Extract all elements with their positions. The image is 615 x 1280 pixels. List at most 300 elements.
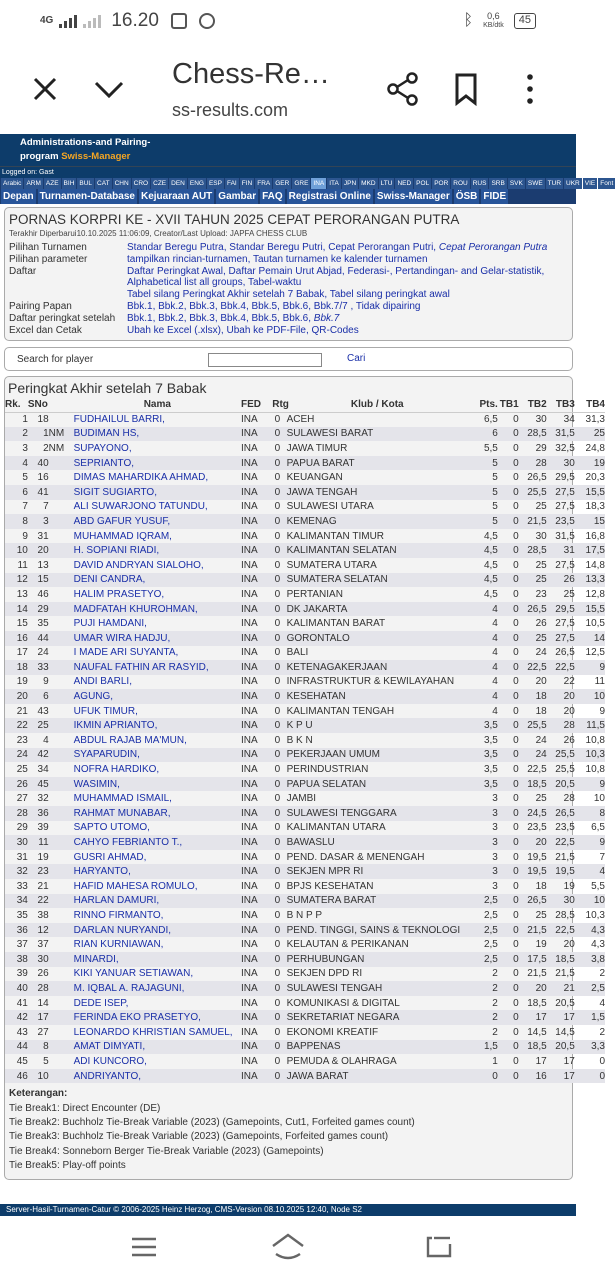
cell: 0 [575,1069,605,1084]
cell: 13 [16,588,28,600]
cell: BALI [286,647,309,659]
cell: INA [241,514,272,529]
info-links[interactable]: Ubah ke Excel (.xlsx), Ubah ke PDF-File, QR-Codes [127,325,359,336]
cell: 10 [593,793,605,805]
lang-jpn[interactable]: JPN [343,180,357,187]
bookmark-icon[interactable] [452,72,480,106]
cell: 46 [37,588,49,600]
cell: 0 [274,851,281,863]
nav-item-1[interactable]: Turnamen-Database [39,191,135,202]
player-name[interactable]: HARYANTO, [74,864,241,879]
cell: 23,5 [527,822,547,834]
cell: 9 [575,660,605,675]
cell: 4,5 [472,543,498,558]
cell: 22,5 [519,660,547,675]
cell: 24 [535,647,547,659]
lang-arm[interactable]: ARM [26,180,41,187]
cell: 2,5 [575,981,605,996]
cell: 41 [16,997,28,1009]
cell: 22,5 [547,835,575,850]
player-name[interactable]: AMAT DIMYATI, [74,1040,241,1055]
player-name[interactable]: GUSRI AHMAD, [73,851,147,863]
player-name[interactable]: DENI CANDRA, [74,573,241,588]
player-name[interactable]: RINNO FIRMANTO, [73,909,164,921]
cell [49,850,74,865]
player-name[interactable]: MUHAMMAD IQRAM, [73,530,172,542]
cell: INA [241,748,272,763]
lang-swe[interactable]: SWE [527,180,543,187]
lang-esp[interactable]: ESP [208,180,222,187]
cell: 4,5 [483,588,498,600]
cell [49,514,74,529]
cell: 28 [547,718,575,733]
lang-por[interactable]: POR [434,180,449,187]
back-icon[interactable] [424,1234,454,1260]
table-row [5,937,605,952]
lang-arabic[interactable]: Arabic [3,180,22,187]
cell: 6 [5,485,28,500]
col-header: TB3 [547,398,575,412]
lang-rou[interactable]: ROU [453,180,468,187]
cell [49,646,74,661]
cell: SEKRETARIAT NEGARA [283,1010,472,1025]
cell: 0 [513,676,519,688]
cell [49,864,74,879]
info-links[interactable]: Tabel silang Peringkat Akhir setelah 7 Babak, Tabel silang peringkat awal [127,289,450,300]
share-icon[interactable] [386,72,420,106]
info-label: Excel dan Cetak [9,325,82,336]
table-row [5,514,605,529]
table-row [5,1040,605,1055]
nav-item-4[interactable]: FAQ [262,191,283,202]
swiss-manager-link[interactable]: Swiss-Manager [61,151,131,162]
info-links[interactable]: Bbk.1, Bbk.2, Bbk.3, Bbk.4, Bbk.5, Bbk.6, Bbk.7/7 , Tidak dipairing [127,301,421,312]
cell: 0 [272,952,282,967]
cell: INA [241,968,258,980]
cell: INA [241,1040,272,1055]
cell: 13,3 [575,573,605,588]
cell: 21 [37,880,49,892]
tie-break-line: Tie Break2: Buchholz Tie-Break Variable (2023) (Gamepoints, Cut1, Forfeited games count) [9,1116,415,1128]
cell: INA [241,822,258,834]
cell [49,733,74,748]
cell: 3 [492,851,498,863]
cell: 17 [547,1069,575,1084]
cell: 5 [472,485,498,500]
player-name[interactable]: MINARDI, [74,952,241,967]
player-name[interactable]: M. IQBAL A. RAJAGUNI, [74,981,241,996]
cell: KALIMANTAN UTARA [286,822,386,834]
home-icon[interactable] [270,1232,306,1262]
cell: 18 [519,689,547,704]
lang-den[interactable]: DEN [171,180,185,187]
cell: 3,5 [483,764,498,776]
cell: 0 [513,472,519,484]
cell: 3 [492,880,498,892]
player-name[interactable]: MADFATAH KHUROHMAN, [74,602,241,617]
lang-aze[interactable]: AZE [45,180,59,187]
player-name[interactable]: FUDHAILUL BARRI, [73,414,165,426]
table-row [5,587,605,602]
lang-ukr[interactable]: UKR [566,180,580,187]
cell: 19 [37,851,49,863]
lang-bih[interactable]: BIH [63,180,75,187]
cell: 4 [575,864,605,879]
player-name[interactable]: UFUK TIMUR, [73,705,138,717]
cell: INA [241,939,258,951]
lang-gre[interactable]: GRE [294,180,309,187]
cell: 2,5 [472,952,498,967]
cell: 0 [513,822,519,834]
search-button[interactable]: Cari [347,353,366,364]
cell: 43 [37,705,49,717]
cell: KALIMANTAN TENGAH [286,705,395,717]
cell: 2 [472,1010,498,1025]
lang-ned[interactable]: NED [397,180,412,187]
cell: 24 [37,647,49,659]
cell: 20 [547,689,575,704]
signal-2-icon [83,14,101,28]
cell: INA [241,631,272,646]
player-name[interactable]: ANDI BARLI, [73,676,132,688]
cell: INA [241,793,258,805]
results-title: Peringkat Akhir setelah 7 Babak [8,380,207,396]
col-header: TB4 [575,398,605,412]
cell: BAPPENAS [283,1040,472,1055]
lang-cat[interactable]: CAT [97,180,110,187]
cell: 28,5 [519,427,547,442]
table-row [5,923,605,938]
info-links[interactable]: tampilkan rincian-turnamen, Tautan turnamen ke kalender turnamen [127,254,428,265]
player-name[interactable]: FERINDA EKO PRASETYO, [74,1010,241,1025]
cell: 16,8 [585,530,605,542]
more-options-icon[interactable] [520,72,540,106]
cell: 0 [272,631,282,646]
cell: 14 [575,631,605,646]
player-name[interactable]: I MADE ARI SUYANTA, [73,647,179,659]
cell: 0 [599,1055,605,1067]
table-row [5,427,605,442]
cell: 0 [274,705,281,717]
cell: 44 [28,631,49,646]
cell: 5 [492,501,498,513]
lang-chn[interactable]: CHN [114,180,129,187]
cell: 22,5 [527,764,547,776]
cell: 4 [5,456,28,471]
player-name[interactable]: LEONARDO KHRISTIAN SAMUEL, [73,1026,233,1038]
nav-item-6[interactable]: Swiss-Manager [376,191,450,202]
cell: 2,5 [472,894,498,909]
cell: PERINDUSTRIAN [286,764,369,776]
player-name[interactable]: H. SOPIANI RIADI, [74,543,241,558]
player-name[interactable]: DEDE ISEP, [73,997,129,1009]
player-name[interactable]: SAPTO UTOMO, [73,822,150,834]
col-header: Rtg [272,399,289,411]
player-name[interactable]: DARLAN NURYANDI, [74,923,241,938]
player-name[interactable]: SUPAYONO, [73,442,132,454]
banner-line1: Administrations-and Pairing- [20,137,151,148]
player-name[interactable]: CAHYO FEBRIANTO T., [74,835,241,850]
cell: 27,5 [555,618,575,630]
cell: 24,8 [585,442,605,454]
cell [49,923,74,938]
cell [49,529,74,544]
cell [49,821,74,836]
recent-apps-icon[interactable] [130,1236,158,1258]
player-name[interactable]: SYAPARUDIN, [74,748,241,763]
cell: 0 [513,530,519,542]
cell: 23 [28,864,49,879]
cell: 9 [22,530,28,542]
cell: 19 [575,456,605,471]
nav-item-7[interactable]: ÖSB [455,191,478,202]
player-name[interactable]: NOFRA HARDIKO, [73,764,160,776]
cell: INA [241,472,258,484]
player-name[interactable]: SEPRIANTO, [74,456,241,471]
player-name[interactable]: WASIMIN, [74,777,241,792]
info-label: Daftar peringkat setelah [9,313,116,324]
cell: 25 [519,631,547,646]
tournament-name: PORNAS KORPRI KE - XVII TAHUN 2025 CEPAT PERORANGAN PUTRA [9,212,460,227]
cell: 0 [274,442,281,454]
info-label [9,289,127,300]
player-name[interactable]: ABD GAFUR YUSUF, [74,514,241,529]
player-name[interactable]: DIMAS MAHARDIKA AHMAD, [73,472,209,484]
close-icon[interactable] [30,74,60,104]
cell: 0 [272,427,282,442]
player-name[interactable]: ALI SUWARJONO TATUNDU, [73,501,208,513]
cell: 6,5 [483,414,498,426]
cell: 31 [547,543,575,558]
cell [49,485,74,500]
info-links[interactable]: Standar Beregu Putra, Standar Beregu Putri, Cepat Perorangan Putri, Cepat Perorangan Putra [127,242,548,253]
cell: 17,5 [519,952,547,967]
player-name[interactable]: HARLAN DAMURI, [74,894,241,909]
cell: 10,5 [585,618,605,630]
player-name[interactable]: ABDUL RAJAB MA'MUN, [73,734,187,746]
cell: 0 [272,718,282,733]
cell: 0 [274,909,281,921]
cell: INA [241,952,272,967]
cell: 38 [37,909,49,921]
info-link-current[interactable]: Bbk.7 [313,313,340,324]
player-name[interactable]: AGUNG, [74,689,241,704]
player-name[interactable]: ANDRIYANTO, [74,1069,241,1084]
player-name[interactable]: DAVID ANDRYAN SIALOHO, [73,559,204,571]
lang-pol[interactable]: POL [416,180,430,187]
cell: 29,5 [555,472,575,484]
cell: 26,5 [527,472,547,484]
lang-eng[interactable]: ENG [189,180,204,187]
cell: INA [241,543,272,558]
lang-svk[interactable]: SVK [509,180,523,187]
cell: KOMUNIKASI & DIGITAL [286,997,400,1009]
player-name[interactable]: HALIM PRASETYO, [73,588,165,600]
lang-fra[interactable]: FRA [257,180,271,187]
nav-item-3[interactable]: Gambar [218,191,257,202]
player-name[interactable]: PUJI HAMDANI, [73,618,147,630]
cell: 25 [519,573,547,588]
cell: 0 [498,689,519,704]
info-links[interactable]: Bbk.1, Bbk.2, Bbk.3, Bbk.4, Bbk.5, Bbk.6, Bbk.7 [127,313,340,324]
browser-toolbar [0,44,576,134]
lang-fai[interactable]: FAI [226,180,237,187]
table-row [5,456,605,471]
results-box [4,376,605,1180]
page-title: Chess-Re… [172,58,330,90]
cell: INA [241,414,258,426]
cell: INA [241,689,272,704]
cell: 17 [547,1010,575,1025]
cell: 0 [513,909,519,921]
cell: 2 [5,427,28,442]
cell: 0 [513,793,519,805]
logged-on-bar: Logged on: Gast [0,166,576,178]
cell: INA [241,427,272,442]
cell: 0 [274,793,281,805]
table-row [5,952,605,967]
cell: 5,5 [483,442,498,454]
cell [49,543,74,558]
lang-rus[interactable]: RUS [472,180,487,187]
cell: 25,5 [519,718,547,733]
player-name[interactable]: HAFID MAHESA ROMULO, [73,880,198,892]
col-header: Pts. [472,398,498,412]
player-name[interactable]: SIGIT SUGIARTO, [74,485,241,500]
cell: 30 [535,530,547,542]
cell: 30 [5,835,28,850]
cell: 0 [274,501,281,513]
cell: 3 [28,514,49,529]
player-name[interactable]: NAUFAL FATHIN AR RASYID, [74,660,241,675]
lang-mkd[interactable]: MKD [361,180,376,187]
table-row [5,573,605,588]
cell: 26 [563,734,575,746]
lang-ltu[interactable]: LTU [380,180,393,187]
lang-srb[interactable]: SRB [491,180,505,187]
cell: 18,5 [519,777,547,792]
cell: 0 [498,981,519,996]
player-name[interactable]: KIKI YANUAR SETIAWAN, [73,968,194,980]
cell: NM [49,427,74,442]
player-name[interactable]: ADI KUNCORO, [73,1055,147,1067]
lang-ger[interactable]: GER [275,180,290,187]
cell: 3,5 [483,734,498,746]
table-row [5,470,605,485]
nav-item-0[interactable]: Depan [3,191,34,202]
cell: 10 [575,689,605,704]
lang-fin[interactable]: FIN [241,180,253,187]
cell: 35 [16,909,28,921]
lang-tur[interactable]: TUR [547,180,562,187]
cell: 0 [272,835,282,850]
lang-cze[interactable]: CZE [153,180,167,187]
nav-item-2[interactable]: Kejuaraan AUT [140,191,213,202]
lang-cro[interactable]: CRO [133,180,149,187]
player-name[interactable]: MUHAMMAD ISMAIL, [73,793,172,805]
cell: INA [241,923,272,938]
cell: 22 [28,894,49,909]
cell: 0 [272,748,282,763]
cell: 0 [513,442,519,454]
cell: 4 [472,631,498,646]
cell: 3,5 [472,777,498,792]
table-row [5,543,605,558]
player-name[interactable]: UMAR WIRA HADJU, [74,631,241,646]
lang-bul[interactable]: BUL [79,180,93,187]
cell: 21 [547,981,575,996]
cell: KEUANGAN [286,472,343,484]
cell: 22,5 [547,923,575,938]
cell: 38 [5,952,28,967]
cell: 2,5 [483,909,498,921]
search-input[interactable] [208,353,322,367]
cell: INA [241,588,258,600]
lang-vie[interactable]: VIE [584,180,596,187]
player-name[interactable]: RAHMAT MUNABAR, [74,806,241,821]
cell: 19 [16,676,28,688]
cell: 23,5 [547,514,575,529]
table-row [5,981,605,996]
player-name[interactable]: BUDIMAN HS, [74,427,241,442]
cell: INA [241,851,258,863]
cell: 19 [563,880,575,892]
cell: 43 [16,1026,28,1038]
cell: 36 [5,923,28,938]
cell [49,777,74,792]
cell: INA [241,442,258,454]
cell: K P U [283,718,472,733]
cell [49,470,74,485]
cell: 0 [498,718,519,733]
cell: 26,5 [519,894,547,909]
chevron-down-icon[interactable] [92,74,126,104]
cell: 0 [272,1040,282,1055]
lang-ina[interactable]: INA [313,180,325,187]
cell: 27,5 [547,485,575,500]
cell: 0 [272,485,282,500]
cell: 10,8 [585,764,605,776]
nav-item-8[interactable]: FIDE [483,191,507,202]
info-links[interactable]: Daftar Peringkat Awal, Daftar Pemain Urut Abjad, Federasi-, Pertandingan- and Gelar-statistik, Alphabetical list all groups, Tabel-waktu [127,266,545,288]
col-header: SNo [27,399,48,411]
lang-font[interactable]: Font [600,180,614,187]
info-link-current[interactable]: Cepat Perorangan Putra [438,242,548,253]
cell: INA [241,777,272,792]
cell: 0 [274,414,281,426]
cell: 0 [272,602,282,617]
cell: 25 [575,427,605,442]
table-row [5,704,605,719]
player-name[interactable]: RIAN KURNIAWAN, [73,939,164,951]
clock: 16.20 [111,10,159,31]
cell: 11 [28,835,49,850]
lang-ita[interactable]: ITA [329,180,339,187]
cell: 28,5 [555,909,575,921]
player-name[interactable]: IKMIN APRIANTO, [74,718,241,733]
nav-item-5[interactable]: Registrasi Online [288,191,371,202]
col-header: Nama [74,398,241,412]
cell: 42 [5,1010,28,1025]
search-label: Search for player [17,354,94,365]
cell: 20 [519,835,547,850]
cell: 0 [272,864,282,879]
cell: 4 [43,734,49,746]
cell [49,456,74,471]
cell [49,806,74,821]
cell: 0 [513,851,519,863]
cell: 12 [5,573,28,588]
